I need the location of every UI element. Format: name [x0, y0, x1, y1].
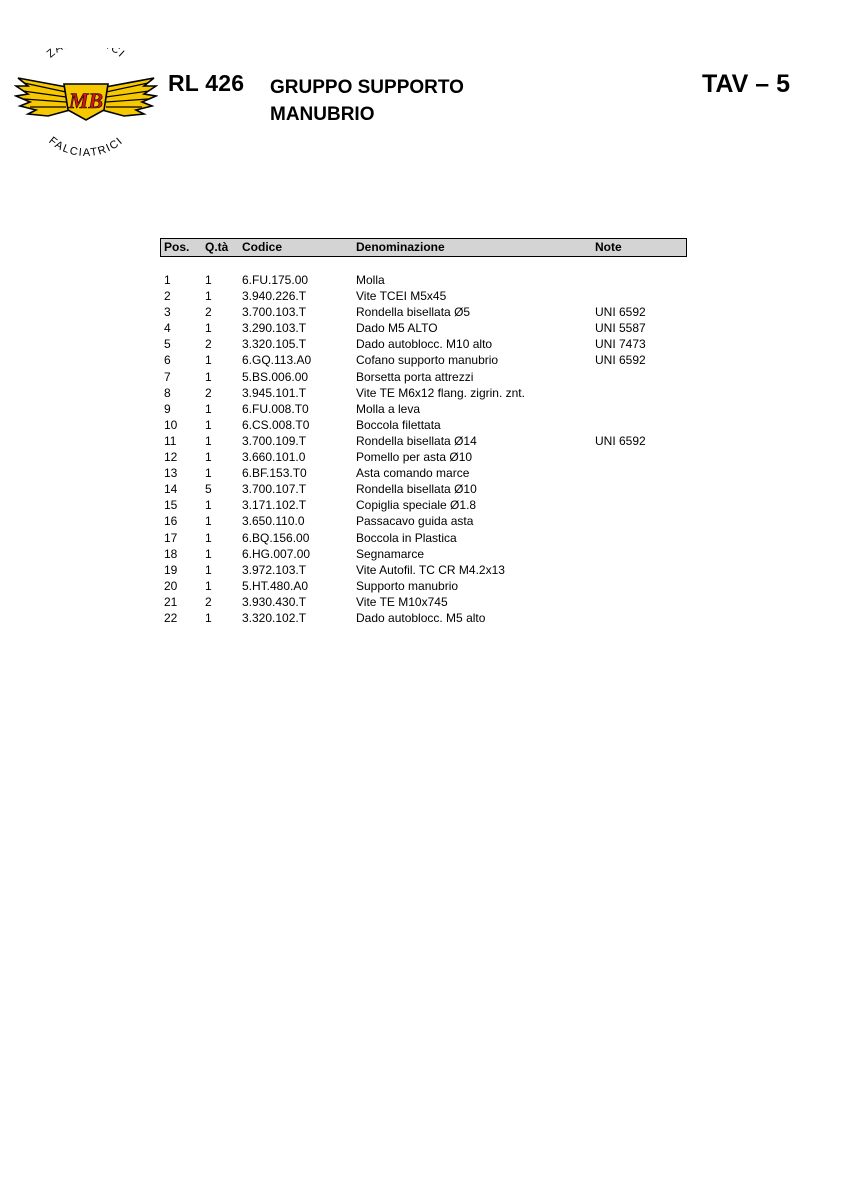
- cell-qty: 2: [205, 385, 212, 400]
- table-row: [0, 610, 848, 626]
- cell-name: Molla a leva: [356, 401, 421, 416]
- cell-pos: 15: [164, 498, 178, 513]
- table-row: [0, 304, 848, 320]
- cell-code: 3.930.430.T: [242, 594, 307, 609]
- table-row: [0, 513, 848, 529]
- cell-pos: 22: [164, 610, 178, 625]
- cell-pos: 10: [164, 417, 178, 432]
- page-title-line-1: GRUPPO SUPPORTO: [270, 77, 464, 98]
- cell-qty: 1: [205, 450, 212, 465]
- svg-text:ZAPPATRICI: [45, 48, 128, 60]
- cell-qty: 1: [205, 289, 212, 304]
- parts-table-body: [0, 272, 848, 626]
- cell-code: 3.650.110.0: [242, 514, 305, 529]
- cell-pos: 18: [164, 546, 178, 561]
- cell-code: 6.FU.008.T0: [242, 401, 309, 416]
- cell-code: 3.171.102.T: [242, 498, 307, 513]
- cell-code: 3.660.101.0: [242, 450, 306, 465]
- table-row: [0, 530, 848, 546]
- cell-pos: 2: [164, 289, 171, 304]
- cell-qty: 5: [205, 482, 212, 497]
- column-header-qty: Q.tà: [205, 240, 229, 254]
- cell-pos: 9: [164, 401, 171, 416]
- cell-pos: 13: [164, 466, 178, 481]
- cell-pos: 19: [164, 562, 178, 577]
- logo-bottom-text: FALCIATRICI: [46, 134, 126, 160]
- cell-qty: 1: [205, 353, 212, 368]
- cell-qty: 1: [205, 401, 212, 416]
- cell-qty: 1: [205, 578, 212, 593]
- table-row: [0, 320, 848, 336]
- cell-pos: 12: [164, 450, 178, 465]
- cell-qty: 1: [205, 498, 212, 513]
- cell-qty: 1: [205, 546, 212, 561]
- cell-code: 3.945.101.T: [242, 385, 307, 400]
- cell-name: Borsetta porta attrezzi: [356, 369, 474, 384]
- table-row: [0, 401, 848, 417]
- cell-qty: 2: [205, 594, 212, 609]
- cell-pos: 11: [164, 433, 177, 448]
- cell-name: Passacavo guida asta: [356, 514, 474, 529]
- cell-name: Dado autoblocc. M5 alto: [356, 610, 486, 625]
- table-row: [0, 336, 848, 352]
- cell-code: 5.HT.480.A0: [242, 578, 309, 593]
- cell-qty: 1: [205, 562, 212, 577]
- cell-name: Vite Autofil. TC CR M4.2x13: [356, 562, 505, 577]
- cell-pos: 20: [164, 578, 178, 593]
- cell-name: Boccola in Plastica: [356, 530, 457, 545]
- cell-qty: 1: [205, 466, 212, 481]
- cell-pos: 14: [164, 482, 178, 497]
- column-header-pos: Pos.: [164, 240, 190, 254]
- table-row: [0, 449, 848, 465]
- cell-qty: 1: [205, 433, 212, 448]
- cell-note: UNI 5587: [595, 321, 646, 336]
- cell-pos: 1: [164, 273, 171, 287]
- cell-code: 3.700.103.T: [242, 305, 307, 320]
- cell-code: 3.700.109.T: [242, 433, 307, 448]
- cell-code: 6.HG.007.00: [242, 546, 311, 561]
- cell-pos: 16: [164, 514, 178, 529]
- cell-name: Copiglia speciale Ø1.8: [356, 498, 477, 513]
- cell-name: Rondella bisellata Ø14: [356, 433, 477, 448]
- cell-code: 3.972.103.T: [242, 562, 307, 577]
- cell-name: Molla: [356, 273, 385, 287]
- parts-table-header: [160, 238, 687, 257]
- cell-code: 3.320.102.T: [242, 610, 307, 625]
- model-number: RL 426: [168, 70, 245, 96]
- cell-code: 6.CS.008.T0: [242, 417, 310, 432]
- table-row: [0, 385, 848, 401]
- cell-note: UNI 6592: [595, 305, 646, 320]
- mb-logo-icon: [14, 48, 158, 160]
- table-row: [0, 578, 848, 594]
- cell-code: 6.FU.175.00: [242, 273, 309, 287]
- table-row: [0, 352, 848, 368]
- cell-qty: 1: [205, 321, 212, 336]
- table-row: [0, 465, 848, 481]
- cell-name: Cofano supporto manubrio: [356, 353, 499, 368]
- table-row: [0, 562, 848, 578]
- cell-pos: 7: [164, 369, 171, 384]
- table-row: [0, 369, 848, 385]
- cell-name: Pomello per asta Ø10: [356, 450, 473, 465]
- cell-note: UNI 6592: [595, 353, 646, 368]
- table-row: [0, 481, 848, 497]
- cell-code: 6.GQ.113.A0: [242, 353, 312, 368]
- cell-name: Dado autoblocc. M10 alto: [356, 337, 493, 352]
- cell-qty: 2: [205, 305, 212, 320]
- cell-qty: 1: [205, 273, 212, 287]
- page-title-line-2: MANUBRIO: [270, 104, 375, 125]
- logo-center-text: MB: [68, 88, 104, 113]
- cell-code: 6.BF.153.T0: [242, 466, 307, 481]
- cell-name: Dado M5 ALTO: [356, 321, 438, 336]
- cell-code: 6.BQ.156.00: [242, 530, 310, 545]
- table-number: TAV – 5: [702, 70, 790, 98]
- brand-logo: [14, 48, 158, 160]
- table-row: [0, 594, 848, 610]
- cell-name: Vite TCEI M5x45: [356, 289, 447, 304]
- cell-code: 5.BS.006.00: [242, 369, 309, 384]
- column-header-code: Codice: [242, 240, 283, 254]
- cell-qty: 1: [205, 417, 212, 432]
- cell-pos: 3: [164, 305, 171, 320]
- cell-pos: 8: [164, 385, 171, 400]
- column-header-note: Note: [595, 240, 622, 254]
- cell-name: Asta comando marce: [356, 466, 470, 481]
- cell-code: 3.290.103.T: [242, 321, 307, 336]
- cell-name: Rondella bisellata Ø5: [356, 305, 471, 320]
- logo-top-text: ZA CI: [44, 48, 128, 61]
- table-row: [0, 433, 848, 449]
- column-header-name: Denominazione: [356, 240, 445, 254]
- cell-name: Vite TE M6x12 flang. zigrin. znt.: [356, 385, 525, 400]
- cell-code: 3.940.226.T: [242, 289, 307, 304]
- cell-pos: 6: [164, 353, 171, 368]
- cell-qty: 2: [205, 337, 212, 352]
- cell-qty: 1: [205, 514, 212, 529]
- cell-note: UNI 6592: [595, 433, 646, 448]
- table-row: [0, 272, 848, 288]
- cell-note: UNI 7473: [595, 337, 646, 352]
- cell-pos: 4: [164, 321, 171, 336]
- cell-qty: 1: [205, 610, 212, 625]
- table-row: [0, 417, 848, 433]
- table-row: [0, 288, 848, 304]
- cell-name: Rondella bisellata Ø10: [356, 482, 477, 497]
- cell-pos: 5: [164, 337, 171, 352]
- table-row: [0, 546, 848, 562]
- cell-name: Vite TE M10x745: [356, 594, 448, 609]
- cell-name: Boccola filettata: [356, 417, 441, 432]
- cell-qty: 1: [205, 369, 212, 384]
- cell-pos: 21: [164, 594, 178, 609]
- cell-qty: 1: [205, 530, 212, 545]
- table-row: [0, 497, 848, 513]
- svg-text:FALCIATRICI: [46, 135, 125, 159]
- page-title: [270, 74, 530, 128]
- cell-name: Supporto manubrio: [356, 578, 459, 593]
- cell-code: 3.700.107.T: [242, 482, 307, 497]
- cell-code: 3.320.105.T: [242, 337, 307, 352]
- cell-name: Segnamarce: [356, 546, 425, 561]
- cell-pos: 17: [164, 530, 178, 545]
